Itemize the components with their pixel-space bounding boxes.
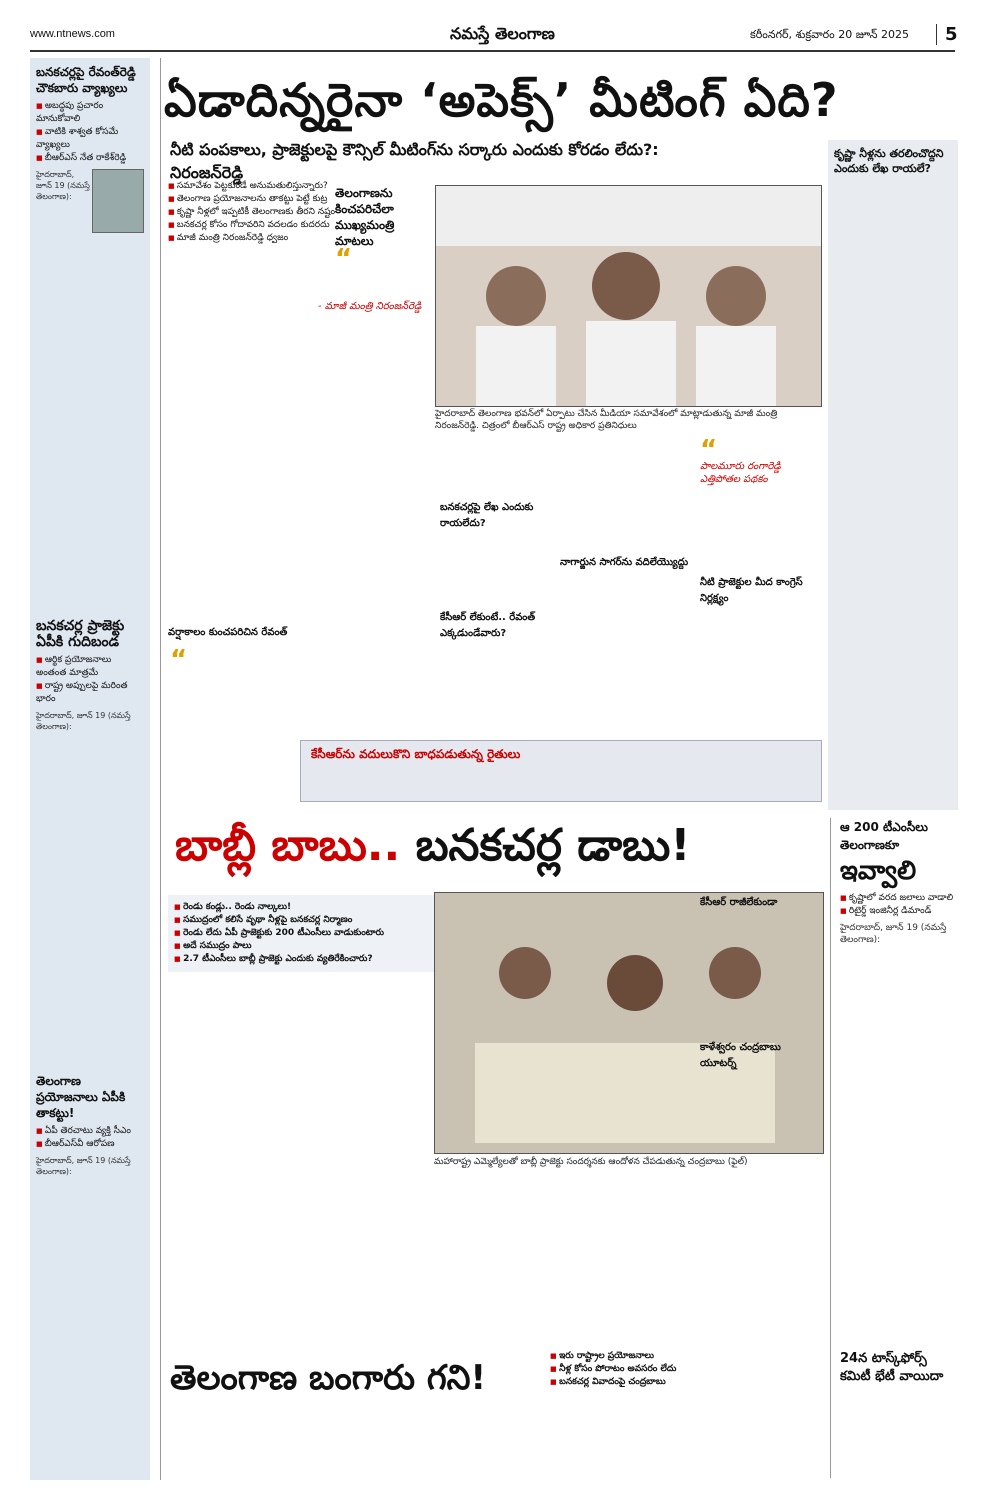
page-number: 5 — [936, 24, 958, 45]
dateline: హైదరాబాద్, జూన్ 19 (నమస్తే తెలంగాణ): — [36, 711, 131, 731]
section-heading: కాళేశ్వరం చంద్రబాబు యూటర్న్ — [700, 1042, 781, 1069]
dateline: హైదరాబాద్, జూన్ 19 (నమస్తే తెలంగాణ): — [840, 923, 947, 945]
callout-text: తెలంగాణను కించపరిచేలా ముఖ్యమంత్రి మాటలు — [335, 186, 395, 248]
second-bullet: ■ 2.7 టీఎంసీలు బాబ్లీ ప్రాజెక్టు ఎందుకు వ్యతిరేకించారు? — [174, 953, 434, 966]
box-bullet: ■ రిటైర్డ్ ఇంజినీర్ల డిమాండ్ — [840, 905, 958, 918]
author-photo — [92, 169, 144, 233]
box-bullet: ■ కృష్ణాలో వరద జలాలు వాడాలి — [840, 892, 958, 905]
bottom-bullets — [550, 1350, 720, 1389]
babli-photo — [434, 892, 824, 1154]
lead-bullet: ■ సమావేశం పెట్టకుండే అనుమతులిస్తున్నారు? — [168, 180, 433, 193]
quote-icon: “ — [170, 645, 188, 675]
edition-date: కరీంనగర్, శుక్రవారం 20 జూన్ 2025 — [750, 28, 909, 41]
section-heading: కేసీఆర్ రాజీలేకుండా — [700, 897, 778, 908]
dateline: హైదరాబాద్, జూన్ 19 (నమస్తే తెలంగాణ): — [36, 170, 90, 201]
story-bullet: ■ బీఆర్‌ఎస్‌వీ ఆరోపణ — [36, 1138, 144, 1151]
right-quote — [700, 435, 820, 486]
story-bullet: ■ ఆర్థిక ప్రయోజనాలు అంతంత మాత్రమే — [36, 654, 144, 680]
lead-subhead: నీటి పంపకాలు, ప్రాజెక్టులపై కౌన్సిల్ మీటింగ్‌ను సర్కారు ఎందుకు కోరడం లేదు?: నిరంజన్‌రెడ్డి — [170, 140, 659, 182]
lead-headline: ఏడాదిన్నరైనా ‘అపెక్స్’ మీటింగ్ ఏది? — [164, 73, 839, 127]
story-title: బనకచర్ల ప్రాజెక్టు ఏపీకి గుదిబండ — [36, 618, 125, 650]
babli-photo-caption: మహారాష్ట్ర ఎమ్మెల్యేలతో బాబ్లీ ప్రాజెక్టు సందర్శనకు ఆందోళన చేపడుతున్న చంద్రబాబు (ఫైల్) — [434, 1157, 748, 1167]
lead-callout — [335, 185, 430, 274]
bottom-bullet: ■ నీళ్ల కోసం పోరాటం అవసరం లేదు — [550, 1363, 720, 1376]
story-bullet: ■ బీఆర్‌ఎస్ నేత రాకేశ్‌రెడ్డి — [36, 152, 144, 165]
bottom-bullet: ■ ఇరు రాష్ట్రాల ప్రయోజనాలు — [550, 1350, 720, 1363]
second-bullet: ■ రెండు లేదు ఏపీ ప్రాజెక్టుకు 200 టీఎంసీలు వాడుకుంటారు — [174, 927, 434, 940]
press-meet-photo — [436, 186, 821, 406]
box-big: ఇవ్వాలి — [840, 856, 917, 886]
lead-photo-caption: హైదరాబాద్ తెలంగాణ భవన్‌లో ఏర్పాటు చేసిన మీడియా సమావేశంలో మాట్లాడుతున్న మాజీ మంత్రి నిరంజన్‌రెడ్డి. చిత్రంలో బీఆర్‌ఎస్ రాష్ట్ర అధికార ప్రతినిధులు — [435, 409, 778, 431]
lead-photo — [435, 185, 822, 407]
headline-part-2: బనకచర్ల డాబు! — [415, 820, 691, 871]
section-heading: కేసీఆర్ లేకుంటే.. రేవంత్ ఎక్కడుండేవారు? — [440, 612, 536, 639]
second-bullet: ■ అదే సముద్రం పాలు — [174, 940, 434, 953]
story-bullet: ■ రాష్ట్ర అప్పులపై మరింత భారం — [36, 680, 144, 706]
second-bullet: ■ రెండు కండ్లు.. రెండు నాల్కలు! — [174, 901, 434, 914]
second-bullet: ■ సముద్రంలో కలిసే వృథా నీళ్లపై బనకచర్ల నిర్మాణం — [174, 914, 434, 927]
second-bullets — [168, 895, 440, 972]
column-divider — [830, 818, 831, 1478]
masthead: నమస్తే తెలంగాణ — [450, 24, 555, 43]
quote-icon: “ — [700, 435, 718, 465]
lead-bullet: ■ తెలంగాణ ప్రయోజనాలను తాకట్టు పెట్టే కుట్ర — [168, 193, 433, 206]
quote-icon: “ — [335, 244, 353, 274]
story-title: బనకచర్లపై రేవంత్‌రెడ్డి చౌకబారు వ్యాఖ్యలు — [36, 65, 136, 95]
second-headline — [175, 820, 690, 882]
section-heading: నాగార్జున సాగర్‌ను వదిలేయ్యొద్దు — [560, 557, 689, 568]
protest-photo — [435, 893, 823, 1153]
lead-bullet: ■ కృష్ణా నీళ్లలో ఇప్పటికీ తెలంగాణకు తీరని నష్టం — [168, 206, 433, 219]
quote-text: పాలమూరు రంగారెడ్డి ఎత్తిపోతల పథకం — [700, 461, 781, 485]
story-bullet: ■ అబద్ధపు ప్రచారం మానుకోవాలి — [36, 100, 144, 126]
story-bullet: ■ వాటికి శాశ్వత కోసమే వ్యాఖ్యలు — [36, 126, 144, 152]
banner-title: కేసీఆర్‌ను వదులుకొని బాధపడుతున్న రైతులు — [311, 747, 521, 761]
bottom-bullet: ■ బనకచర్ల వివాదంపై చంద్రబాబు — [550, 1376, 720, 1389]
page-header — [30, 22, 958, 52]
headline-part-1: బాబ్లీ బాబు.. — [175, 820, 416, 871]
story-bullet: ■ ఏపీ తెరచాటు వ్యక్తి సీఎం — [36, 1125, 144, 1138]
left-story-1 — [36, 64, 144, 233]
farmers-banner — [300, 740, 822, 802]
quote-block — [318, 300, 430, 313]
left-column — [30, 58, 150, 1480]
lead-bullet: ■ మాజీ మంత్రి నిరంజన్‌రెడ్డి ధ్వజం — [168, 232, 433, 245]
left-story-3 — [36, 1073, 144, 1177]
box-top: ఆ 200 టీఎంసీలు తెలంగాణకూ — [840, 820, 928, 852]
left-story-2 — [36, 618, 144, 732]
right-sidebar — [828, 140, 958, 810]
section-heading: బనకచర్లపై లేఖ ఎందుకు రాయలేదు? — [440, 502, 534, 529]
quote-left — [170, 645, 320, 675]
section-heading: నీటి ప్రాజెక్టుల మీద కాంగ్రెస్ నిర్లక్ష్యం — [700, 577, 803, 604]
quote-author: - మాజీ మంత్రి నిరంజన్‌రెడ్డి — [318, 301, 422, 312]
sidebar-title: కృష్ణా నీళ్లను తరలించొద్దని ఎందుకు లేఖ రాయలే? — [834, 147, 944, 175]
column-divider — [160, 58, 161, 1480]
dateline: హైదరాబాద్, జూన్ 19 (నమస్తే తెలంగాణ): — [36, 1156, 131, 1176]
section-heading: వర్షాకాలం కుంచపరిచిన రేవంత్ — [168, 627, 288, 638]
taskforce-title: 24న టాస్క్‌ఫోర్స్ కమిటీ భేటీ వాయిదా — [840, 1351, 944, 1384]
bottom-headline: తెలంగాణ బంగారు గని! — [170, 1358, 487, 1398]
site-url[interactable]: www.ntnews.com — [30, 28, 115, 40]
story-title: తెలంగాణ ప్రయోజనాలు ఏపీకి తాకట్టు! — [36, 1074, 126, 1120]
lead-bullet: ■ బనకచర్ల కోసం గోదావరిని వదలడం కుదరదు — [168, 219, 433, 232]
right-box — [840, 818, 958, 1008]
